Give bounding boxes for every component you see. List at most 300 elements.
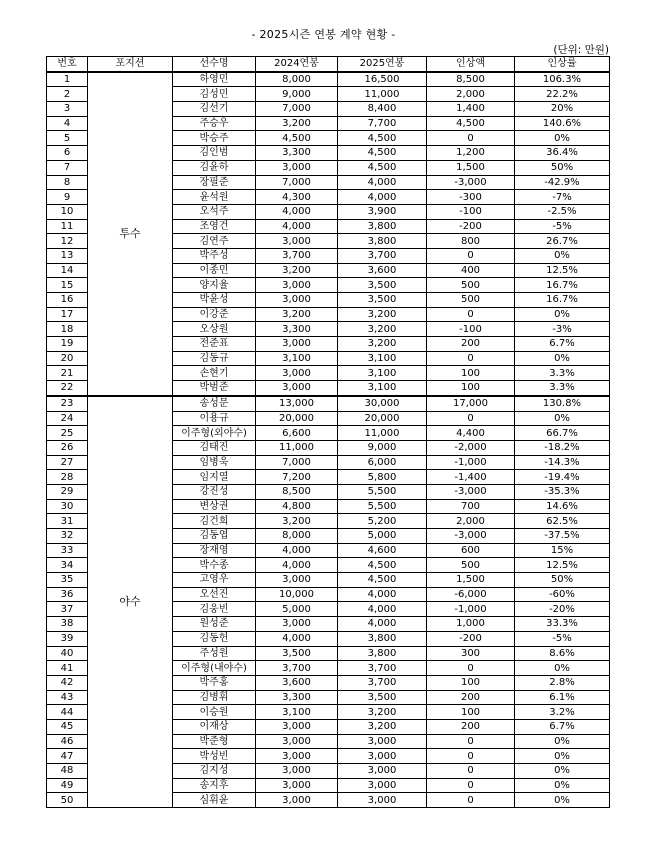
cell-salary-2024: 6,600	[256, 426, 338, 441]
cell-salary-2024: 13,000	[256, 396, 338, 411]
cell-player-name: 윤석원	[173, 190, 256, 205]
cell-raise-amount: 1,500	[427, 160, 515, 175]
cell-raise-rate: 50%	[515, 573, 610, 588]
cell-number: 39	[47, 631, 88, 646]
cell-raise-rate: 15%	[515, 543, 610, 558]
cell-player-name: 김윤하	[173, 160, 256, 175]
cell-salary-2025: 4,000	[338, 190, 427, 205]
table-row	[47, 396, 610, 411]
cell-raise-amount: 0	[427, 793, 515, 808]
cell-salary-2024: 3,000	[256, 617, 338, 632]
cell-number: 12	[47, 234, 88, 249]
cell-raise-rate: -37.5%	[515, 529, 610, 544]
cell-salary-2024: 3,100	[256, 351, 338, 366]
cell-salary-2025: 4,500	[338, 146, 427, 161]
cell-raise-amount: -200	[427, 631, 515, 646]
cell-salary-2024: 3,000	[256, 719, 338, 734]
cell-raise-rate: 0%	[515, 749, 610, 764]
cell-number: 44	[47, 705, 88, 720]
cell-salary-2025: 4,500	[338, 558, 427, 573]
cell-number: 23	[47, 396, 88, 411]
cell-number: 20	[47, 351, 88, 366]
cell-salary-2024: 4,000	[256, 631, 338, 646]
cell-raise-amount: 1,500	[427, 573, 515, 588]
cell-salary-2024: 10,000	[256, 587, 338, 602]
cell-raise-rate: -42.9%	[515, 175, 610, 190]
cell-salary-2024: 3,000	[256, 749, 338, 764]
cell-raise-amount: 0	[427, 131, 515, 146]
cell-number: 16	[47, 293, 88, 308]
cell-raise-amount: -2,000	[427, 440, 515, 455]
cell-raise-amount: 0	[427, 778, 515, 793]
cell-raise-amount: 8,500	[427, 72, 515, 87]
cell-player-name: 박승주	[173, 131, 256, 146]
cell-number: 34	[47, 558, 88, 573]
cell-raise-rate: 0%	[515, 778, 610, 793]
cell-salary-2024: 3,000	[256, 778, 338, 793]
cell-raise-rate: 0%	[515, 411, 610, 426]
table-row	[47, 72, 610, 87]
cell-salary-2024: 3,100	[256, 705, 338, 720]
cell-raise-amount: 0	[427, 411, 515, 426]
cell-raise-rate: 3.2%	[515, 705, 610, 720]
cell-salary-2025: 3,800	[338, 646, 427, 661]
header-salary-2025: 2025연봉	[338, 57, 427, 72]
cell-raise-amount: 100	[427, 705, 515, 720]
cell-number: 1	[47, 72, 88, 87]
cell-salary-2024: 7,000	[256, 102, 338, 117]
cell-player-name: 오선진	[173, 587, 256, 602]
cell-raise-rate: 3.3%	[515, 366, 610, 381]
cell-raise-rate: 0%	[515, 307, 610, 322]
cell-raise-amount: 500	[427, 293, 515, 308]
cell-player-name: 주승우	[173, 116, 256, 131]
cell-raise-amount: -1,400	[427, 470, 515, 485]
cell-raise-rate: 6.7%	[515, 337, 610, 352]
cell-number: 47	[47, 749, 88, 764]
cell-player-name: 장필준	[173, 175, 256, 190]
cell-salary-2024: 3,000	[256, 734, 338, 749]
cell-raise-amount: 400	[427, 263, 515, 278]
cell-number: 13	[47, 248, 88, 263]
cell-player-name: 이재상	[173, 719, 256, 734]
cell-player-name: 조영건	[173, 219, 256, 234]
cell-raise-rate: 16.7%	[515, 278, 610, 293]
cell-raise-rate: 6.7%	[515, 719, 610, 734]
cell-raise-amount: 4,500	[427, 116, 515, 131]
cell-salary-2025: 4,000	[338, 175, 427, 190]
header-row	[47, 57, 610, 72]
cell-player-name: 원성준	[173, 617, 256, 632]
cell-salary-2025: 11,000	[338, 426, 427, 441]
cell-raise-amount: 0	[427, 248, 515, 263]
header-raise-rate: 인상률	[515, 57, 610, 72]
cell-salary-2024: 3,000	[256, 573, 338, 588]
cell-number: 21	[47, 366, 88, 381]
cell-raise-rate: 0%	[515, 793, 610, 808]
cell-salary-2025: 3,000	[338, 749, 427, 764]
cell-player-name: 이용규	[173, 411, 256, 426]
cell-player-name: 전준표	[173, 337, 256, 352]
cell-raise-rate: 3.3%	[515, 381, 610, 396]
cell-number: 25	[47, 426, 88, 441]
cell-player-name: 김동헌	[173, 631, 256, 646]
cell-salary-2024: 8,500	[256, 484, 338, 499]
cell-salary-2025: 5,800	[338, 470, 427, 485]
cell-salary-2025: 5,200	[338, 514, 427, 529]
cell-salary-2024: 3,000	[256, 366, 338, 381]
cell-raise-amount: 0	[427, 764, 515, 779]
cell-raise-rate: -60%	[515, 587, 610, 602]
cell-salary-2025: 3,100	[338, 381, 427, 396]
cell-salary-2025: 3,000	[338, 793, 427, 808]
cell-salary-2024: 4,300	[256, 190, 338, 205]
cell-raise-amount: -100	[427, 204, 515, 219]
cell-number: 5	[47, 131, 88, 146]
cell-raise-amount: 0	[427, 734, 515, 749]
cell-salary-2025: 3,000	[338, 764, 427, 779]
cell-raise-rate: 0%	[515, 131, 610, 146]
cell-number: 26	[47, 440, 88, 455]
cell-raise-rate: 6.1%	[515, 690, 610, 705]
cell-salary-2025: 3,700	[338, 248, 427, 263]
cell-salary-2025: 3,600	[338, 263, 427, 278]
cell-raise-rate: 8.6%	[515, 646, 610, 661]
cell-raise-amount: 500	[427, 278, 515, 293]
cell-number: 11	[47, 219, 88, 234]
cell-player-name: 박성빈	[173, 749, 256, 764]
cell-raise-rate: 12.5%	[515, 263, 610, 278]
cell-raise-rate: 0%	[515, 351, 610, 366]
cell-raise-rate: -5%	[515, 219, 610, 234]
cell-raise-rate: -7%	[515, 190, 610, 205]
cell-raise-amount: -3,000	[427, 175, 515, 190]
cell-player-name: 박준형	[173, 734, 256, 749]
cell-raise-rate: -20%	[515, 602, 610, 617]
cell-salary-2024: 8,000	[256, 72, 338, 87]
cell-salary-2024: 3,300	[256, 690, 338, 705]
cell-number: 36	[47, 587, 88, 602]
cell-number: 45	[47, 719, 88, 734]
cell-salary-2025: 4,600	[338, 543, 427, 558]
cell-player-name: 송성문	[173, 396, 256, 411]
cell-number: 2	[47, 87, 88, 102]
cell-position: 야수	[88, 396, 173, 808]
cell-number: 41	[47, 661, 88, 676]
cell-player-name: 박범준	[173, 381, 256, 396]
cell-salary-2025: 3,500	[338, 293, 427, 308]
cell-salary-2024: 3,000	[256, 160, 338, 175]
cell-raise-rate: 0%	[515, 764, 610, 779]
cell-salary-2024: 7,000	[256, 455, 338, 470]
cell-player-name: 장재영	[173, 543, 256, 558]
cell-raise-rate: 0%	[515, 248, 610, 263]
cell-raise-rate: 26.7%	[515, 234, 610, 249]
cell-player-name: 임병욱	[173, 455, 256, 470]
cell-raise-rate: 62.5%	[515, 514, 610, 529]
cell-raise-rate: -5%	[515, 631, 610, 646]
cell-salary-2025: 6,000	[338, 455, 427, 470]
cell-salary-2024: 7,200	[256, 470, 338, 485]
cell-number: 40	[47, 646, 88, 661]
cell-salary-2025: 3,700	[338, 661, 427, 676]
cell-player-name: 오석주	[173, 204, 256, 219]
cell-salary-2025: 3,200	[338, 337, 427, 352]
cell-number: 6	[47, 146, 88, 161]
cell-salary-2024: 3,200	[256, 514, 338, 529]
cell-salary-2025: 4,000	[338, 602, 427, 617]
cell-salary-2024: 3,200	[256, 116, 338, 131]
header-position: 포지션	[88, 57, 173, 72]
cell-salary-2024: 11,000	[256, 440, 338, 455]
cell-salary-2025: 3,200	[338, 705, 427, 720]
cell-player-name: 임지열	[173, 470, 256, 485]
cell-raise-amount: 0	[427, 307, 515, 322]
cell-raise-amount: -100	[427, 322, 515, 337]
cell-number: 7	[47, 160, 88, 175]
cell-position: 투수	[88, 72, 173, 396]
cell-player-name: 김병휘	[173, 690, 256, 705]
cell-player-name: 강진성	[173, 484, 256, 499]
cell-number: 42	[47, 675, 88, 690]
cell-raise-amount: 100	[427, 675, 515, 690]
cell-raise-rate: 22.2%	[515, 87, 610, 102]
cell-raise-rate: 0%	[515, 734, 610, 749]
contract-table	[46, 56, 610, 808]
cell-player-name: 김지성	[173, 764, 256, 779]
cell-player-name: 이주형(내야수)	[173, 661, 256, 676]
cell-raise-amount: 700	[427, 499, 515, 514]
document-title: - 2025시즌 연봉 계약 현황 -	[251, 28, 396, 41]
cell-salary-2024: 4,000	[256, 204, 338, 219]
cell-player-name: 오상원	[173, 322, 256, 337]
cell-raise-amount: -6,000	[427, 587, 515, 602]
cell-salary-2024: 5,000	[256, 602, 338, 617]
cell-number: 24	[47, 411, 88, 426]
cell-raise-rate: 2.8%	[515, 675, 610, 690]
cell-number: 49	[47, 778, 88, 793]
cell-salary-2024: 4,000	[256, 558, 338, 573]
cell-salary-2025: 3,000	[338, 734, 427, 749]
cell-raise-rate: 140.6%	[515, 116, 610, 131]
cell-salary-2025: 5,000	[338, 529, 427, 544]
cell-player-name: 김동규	[173, 351, 256, 366]
cell-raise-amount: 0	[427, 749, 515, 764]
cell-salary-2025: 30,000	[338, 396, 427, 411]
cell-player-name: 김태진	[173, 440, 256, 455]
cell-number: 31	[47, 514, 88, 529]
cell-number: 8	[47, 175, 88, 190]
cell-salary-2025: 3,100	[338, 351, 427, 366]
cell-number: 33	[47, 543, 88, 558]
cell-raise-amount: 500	[427, 558, 515, 573]
cell-salary-2025: 3,000	[338, 778, 427, 793]
cell-player-name: 고영우	[173, 573, 256, 588]
cell-raise-amount: -300	[427, 190, 515, 205]
cell-raise-rate: -2.5%	[515, 204, 610, 219]
cell-number: 30	[47, 499, 88, 514]
cell-raise-rate: 12.5%	[515, 558, 610, 573]
cell-salary-2025: 5,500	[338, 484, 427, 499]
cell-salary-2025: 16,500	[338, 72, 427, 87]
cell-player-name: 송지후	[173, 778, 256, 793]
cell-player-name: 김건희	[173, 514, 256, 529]
cell-player-name: 양지율	[173, 278, 256, 293]
cell-raise-amount: 100	[427, 381, 515, 396]
cell-salary-2024: 8,000	[256, 529, 338, 544]
cell-number: 28	[47, 470, 88, 485]
cell-raise-amount: -3,000	[427, 484, 515, 499]
cell-raise-rate: 106.3%	[515, 72, 610, 87]
cell-salary-2024: 3,300	[256, 146, 338, 161]
cell-number: 35	[47, 573, 88, 588]
cell-raise-rate: -35.3%	[515, 484, 610, 499]
cell-number: 14	[47, 263, 88, 278]
cell-salary-2025: 20,000	[338, 411, 427, 426]
cell-number: 3	[47, 102, 88, 117]
cell-salary-2024: 4,000	[256, 543, 338, 558]
cell-salary-2024: 4,500	[256, 131, 338, 146]
cell-raise-amount: 0	[427, 661, 515, 676]
cell-number: 4	[47, 116, 88, 131]
cell-salary-2025: 3,500	[338, 690, 427, 705]
cell-raise-amount: 1,200	[427, 146, 515, 161]
cell-player-name: 변상권	[173, 499, 256, 514]
cell-player-name: 박수종	[173, 558, 256, 573]
cell-salary-2025: 5,500	[338, 499, 427, 514]
cell-salary-2024: 3,200	[256, 263, 338, 278]
cell-salary-2024: 3,000	[256, 293, 338, 308]
cell-salary-2025: 3,800	[338, 219, 427, 234]
cell-salary-2024: 3,300	[256, 322, 338, 337]
cell-number: 27	[47, 455, 88, 470]
cell-player-name: 이강준	[173, 307, 256, 322]
table-body	[47, 72, 610, 808]
cell-player-name: 주성원	[173, 646, 256, 661]
cell-raise-rate: -19.4%	[515, 470, 610, 485]
header-raise-amount: 인상액	[427, 57, 515, 72]
cell-number: 46	[47, 734, 88, 749]
cell-player-name: 김연주	[173, 234, 256, 249]
cell-salary-2025: 3,200	[338, 719, 427, 734]
cell-salary-2024: 3,500	[256, 646, 338, 661]
cell-player-name: 김동엽	[173, 529, 256, 544]
cell-raise-amount: 100	[427, 366, 515, 381]
cell-salary-2024: 3,000	[256, 278, 338, 293]
cell-salary-2024: 3,600	[256, 675, 338, 690]
cell-salary-2024: 20,000	[256, 411, 338, 426]
cell-raise-rate: 66.7%	[515, 426, 610, 441]
cell-number: 38	[47, 617, 88, 632]
cell-raise-amount: 200	[427, 690, 515, 705]
cell-salary-2025: 3,800	[338, 631, 427, 646]
cell-player-name: 이종민	[173, 263, 256, 278]
cell-salary-2025: 4,000	[338, 587, 427, 602]
cell-salary-2025: 3,200	[338, 322, 427, 337]
cell-salary-2025: 4,500	[338, 160, 427, 175]
cell-raise-rate: 36.4%	[515, 146, 610, 161]
cell-raise-amount: 1,400	[427, 102, 515, 117]
cell-number: 37	[47, 602, 88, 617]
cell-salary-2024: 3,000	[256, 234, 338, 249]
cell-raise-rate: 0%	[515, 661, 610, 676]
cell-raise-amount: 1,000	[427, 617, 515, 632]
cell-raise-rate: -3%	[515, 322, 610, 337]
cell-salary-2024: 3,000	[256, 381, 338, 396]
cell-salary-2025: 3,500	[338, 278, 427, 293]
cell-raise-rate: 50%	[515, 160, 610, 175]
cell-salary-2024: 3,700	[256, 661, 338, 676]
cell-salary-2025: 3,100	[338, 366, 427, 381]
cell-player-name: 이주형(외야수)	[173, 426, 256, 441]
cell-raise-rate: -18.2%	[515, 440, 610, 455]
cell-raise-amount: 200	[427, 337, 515, 352]
cell-number: 43	[47, 690, 88, 705]
cell-player-name: 박주홍	[173, 675, 256, 690]
cell-number: 9	[47, 190, 88, 205]
cell-raise-amount: 600	[427, 543, 515, 558]
cell-number: 50	[47, 793, 88, 808]
cell-player-name: 박윤성	[173, 293, 256, 308]
cell-salary-2024: 4,000	[256, 219, 338, 234]
cell-number: 18	[47, 322, 88, 337]
cell-player-name: 김성민	[173, 87, 256, 102]
cell-raise-rate: 16.7%	[515, 293, 610, 308]
cell-salary-2025: 4,500	[338, 131, 427, 146]
cell-raise-amount: 200	[427, 719, 515, 734]
cell-player-name: 박주성	[173, 248, 256, 263]
cell-raise-rate: -14.3%	[515, 455, 610, 470]
cell-player-name: 손현기	[173, 366, 256, 381]
cell-salary-2025: 3,700	[338, 675, 427, 690]
cell-number: 19	[47, 337, 88, 352]
cell-raise-amount: 2,000	[427, 87, 515, 102]
cell-raise-amount: 17,000	[427, 396, 515, 411]
cell-salary-2025: 8,400	[338, 102, 427, 117]
cell-salary-2025: 3,200	[338, 307, 427, 322]
cell-player-name: 김선기	[173, 102, 256, 117]
cell-number: 48	[47, 764, 88, 779]
cell-number: 17	[47, 307, 88, 322]
cell-salary-2024: 3,000	[256, 793, 338, 808]
cell-salary-2024: 3,000	[256, 764, 338, 779]
cell-raise-rate: 130.8%	[515, 396, 610, 411]
cell-salary-2025: 3,800	[338, 234, 427, 249]
header-number: 번호	[47, 57, 88, 72]
cell-raise-amount: -1,000	[427, 602, 515, 617]
unit-note: (단위: 만원)	[553, 44, 609, 56]
cell-salary-2024: 4,800	[256, 499, 338, 514]
cell-raise-amount: 2,000	[427, 514, 515, 529]
cell-raise-amount: -3,000	[427, 529, 515, 544]
cell-raise-rate: 33.3%	[515, 617, 610, 632]
cell-raise-amount: -1,000	[427, 455, 515, 470]
cell-player-name: 심휘윤	[173, 793, 256, 808]
cell-player-name: 김인범	[173, 146, 256, 161]
cell-number: 15	[47, 278, 88, 293]
cell-raise-amount: 800	[427, 234, 515, 249]
cell-salary-2024: 3,000	[256, 337, 338, 352]
header-salary-2024: 2024연봉	[256, 57, 338, 72]
cell-raise-rate: 14.6%	[515, 499, 610, 514]
cell-raise-amount: 0	[427, 351, 515, 366]
cell-number: 29	[47, 484, 88, 499]
cell-salary-2025: 7,700	[338, 116, 427, 131]
cell-salary-2024: 9,000	[256, 87, 338, 102]
cell-raise-amount: 4,400	[427, 426, 515, 441]
cell-raise-amount: -200	[427, 219, 515, 234]
cell-salary-2025: 3,900	[338, 204, 427, 219]
